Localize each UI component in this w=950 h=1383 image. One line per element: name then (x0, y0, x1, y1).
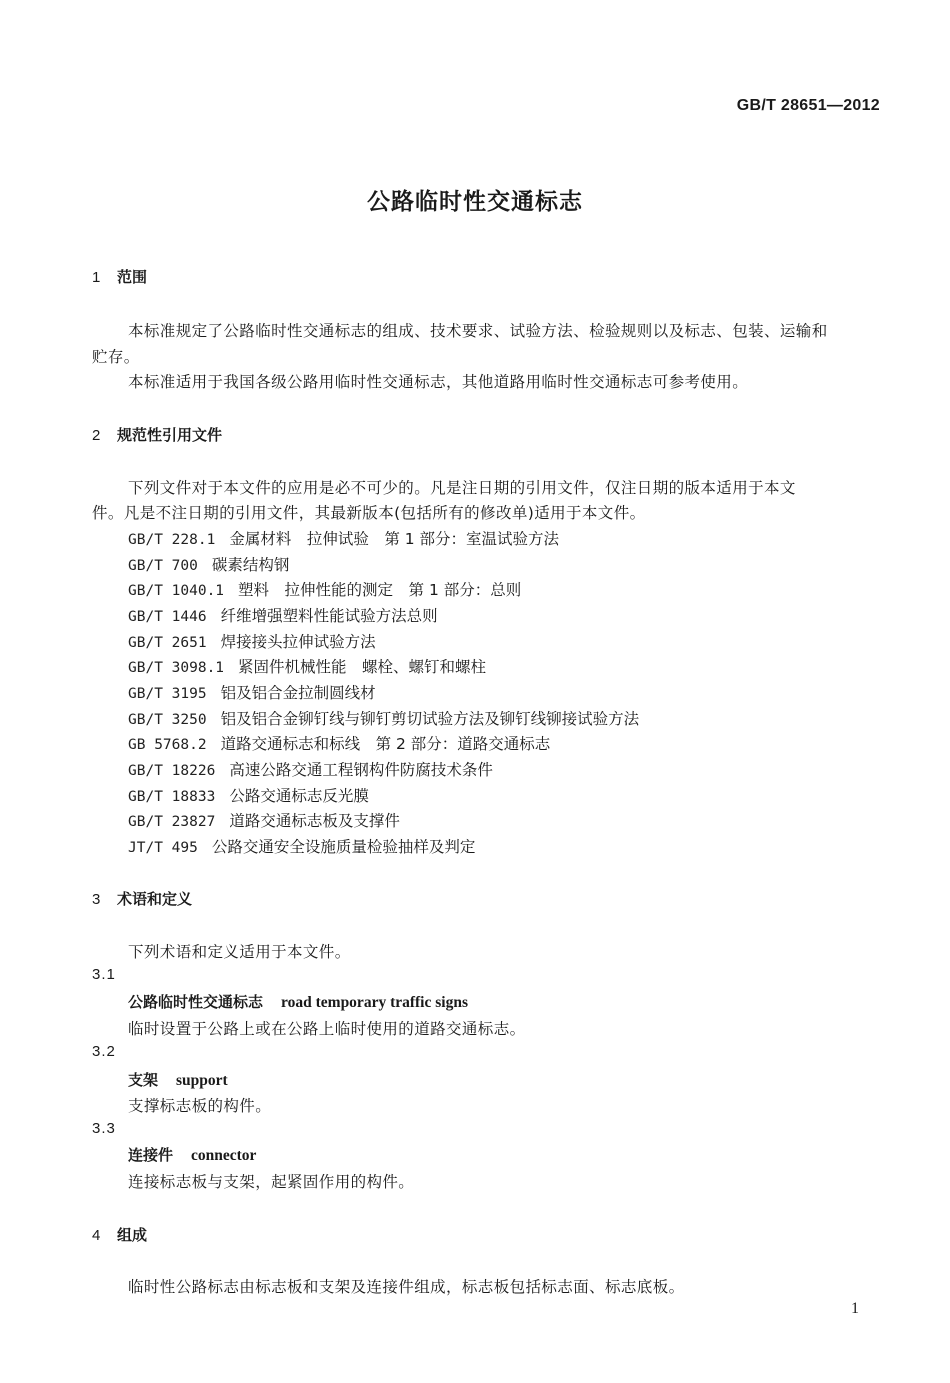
reference-title: 公路交通安全设施质量检验抽样及判定 (211, 838, 476, 856)
subclause-number: 3.3 (92, 1120, 116, 1137)
reference-title: 纤维增强塑料性能试验方法总则 (220, 607, 438, 625)
term-english: road temporary traffic signs (281, 994, 468, 1011)
reference-item (128, 707, 639, 729)
paragraph-line: 件。凡是不注日期的引用文件，其最新版本(包括所有的修改单)适用于本文件。 (92, 504, 646, 522)
reference-item (128, 655, 486, 677)
paragraph: 临时性公路标志由标志板和支架及连接件组成，标志板包括标志面、标志底板。 (128, 1278, 685, 1296)
section-4-heading (92, 1224, 147, 1245)
reference-title: 紧固件机械性能 螺栓、螺钉和螺柱 (238, 658, 487, 676)
term-definition: 临时设置于公路上或在公路上临时使用的道路交通标志。 (128, 1020, 526, 1038)
reference-code: GB/T 228.1 (128, 532, 216, 548)
reference-title: 塑料 拉伸性能的测定 第 1 部分：总则 (238, 581, 522, 599)
reference-item (128, 681, 376, 703)
reference-item (128, 784, 369, 806)
reference-code: GB/T 700 (128, 558, 198, 574)
page-number: 1 (851, 1300, 859, 1317)
term-definition: 连接标志板与支架，起紧固作用的构件。 (128, 1173, 415, 1191)
term-chinese: 支架 (128, 1071, 159, 1089)
term-entry (128, 991, 468, 1012)
term-entry (128, 1069, 228, 1090)
section-number: 3 (92, 891, 101, 908)
reference-title: 铝及铝合金拉制圆线材 (220, 684, 376, 702)
reference-code: GB/T 18833 (128, 789, 216, 805)
paragraph: 下列术语和定义适用于本文件。 (128, 943, 351, 961)
paragraph-line: 下列文件对于本文件的应用是必不可少的。凡是注日期的引用文件，仅注日期的版本适用于本文 (128, 479, 796, 497)
reference-item (128, 527, 559, 549)
term-english: connector (191, 1147, 257, 1164)
reference-item (128, 578, 521, 600)
reference-title: 焊接接头拉伸试验方法 (220, 633, 376, 651)
reference-code: GB/T 2651 (128, 635, 207, 651)
reference-title: 碳素结构钢 (211, 556, 290, 574)
term-definition: 支撑标志板的构件。 (128, 1097, 272, 1115)
reference-code: GB/T 23827 (128, 814, 216, 830)
reference-item (128, 553, 289, 575)
term-entry (128, 1144, 256, 1165)
reference-code: GB 5768.2 (128, 737, 207, 753)
reference-code: GB/T 1446 (128, 609, 207, 625)
reference-title: 道路交通标志和标线 第 2 部分：道路交通标志 (220, 735, 551, 753)
reference-item (128, 732, 550, 754)
section-title: 术语和定义 (117, 890, 193, 908)
reference-code: JT/T 495 (128, 840, 198, 856)
standard-number: GB/T 28651—2012 (736, 97, 880, 114)
reference-title: 高速公路交通工程钢构件防腐技术条件 (229, 761, 493, 779)
reference-item (128, 604, 438, 626)
term-english: support (176, 1072, 228, 1089)
reference-code: GB/T 3195 (128, 686, 207, 702)
paragraph-line: 本标准规定了公路临时性交通标志的组成、技术要求、试验方法、检验规则以及标志、包装、运输和 (128, 322, 828, 340)
reference-title: 公路交通标志反光膜 (229, 787, 369, 805)
reference-title: 金属材料 拉伸试验 第 1 部分：室温试验方法 (229, 530, 560, 548)
reference-item (128, 758, 493, 780)
reference-code: GB/T 3098.1 (128, 660, 225, 676)
section-1-heading (92, 266, 147, 287)
section-number: 1 (92, 269, 101, 286)
reference-code: GB/T 18226 (128, 763, 216, 779)
subclause-number: 3.2 (92, 1043, 116, 1060)
paragraph-line: 贮存。 (92, 348, 140, 366)
section-number: 2 (92, 427, 101, 444)
reference-code: GB/T 1040.1 (128, 583, 225, 599)
document-title: 公路临时性交通标志 (367, 189, 583, 215)
term-chinese: 连接件 (128, 1146, 174, 1164)
section-title: 范围 (117, 268, 148, 286)
section-3-heading (92, 888, 192, 909)
term-chinese: 公路临时性交通标志 (128, 993, 264, 1011)
reference-item (128, 630, 376, 652)
section-title: 规范性引用文件 (117, 426, 223, 444)
reference-item (128, 809, 400, 831)
reference-item (128, 835, 475, 857)
section-2-heading (92, 424, 222, 445)
reference-title: 道路交通标志板及支撑件 (229, 812, 400, 830)
section-title: 组成 (117, 1226, 148, 1244)
reference-code: GB/T 3250 (128, 712, 207, 728)
subclause-number: 3.1 (92, 966, 116, 983)
paragraph: 本标准适用于我国各级公路用临时性交通标志，其他道路用临时性交通标志可参考使用。 (128, 373, 749, 391)
reference-title: 铝及铝合金铆钉线与铆钉剪切试验方法及铆钉线铆接试验方法 (220, 710, 640, 728)
section-number: 4 (92, 1227, 101, 1244)
